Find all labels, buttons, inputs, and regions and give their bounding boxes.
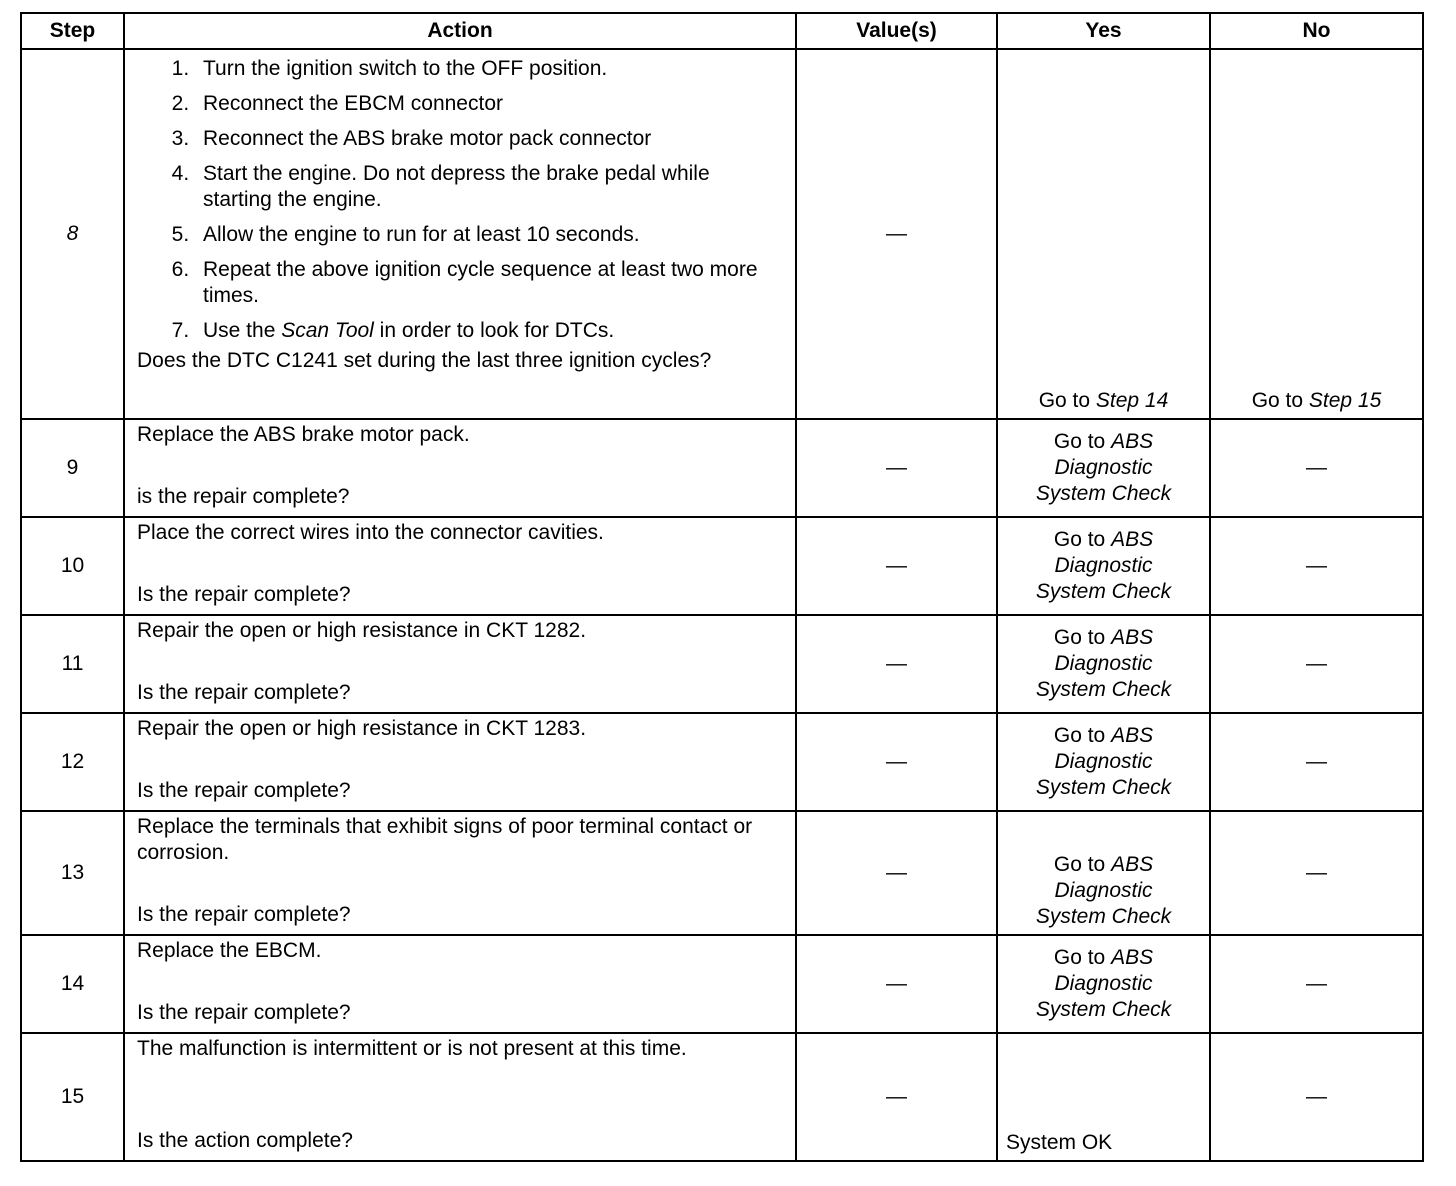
table-row: [21, 713, 1423, 811]
yes-cell: Go to ABS Diagnostic System Check: [997, 615, 1210, 713]
action-steps: [137, 56, 783, 344]
value-cell: —: [796, 517, 997, 615]
table-row: [21, 49, 1423, 419]
step-number: 13: [21, 811, 124, 935]
list-item: 7. Use the Scan Tool in order to look for DTCs.: [195, 318, 783, 344]
value-cell: —: [796, 49, 997, 419]
step-number: 9: [21, 419, 124, 517]
header-no: No: [1210, 13, 1423, 49]
table-row: [21, 935, 1423, 1033]
action-text: Repair the open or high resistance in CKT 1282.: [137, 619, 587, 642]
step-number: 12: [21, 713, 124, 811]
action-question: Is the repair complete?: [137, 903, 351, 926]
table-row: [21, 811, 1423, 935]
action-question: Is the action complete?: [137, 1129, 353, 1152]
yes-cell: Go to ABS Diagnostic System Check: [997, 713, 1210, 811]
no-cell: —: [1210, 811, 1423, 935]
yes-cell: Go to ABS Diagnostic System Check: [997, 935, 1210, 1033]
no-cell: —: [1210, 419, 1423, 517]
no-cell: —: [1210, 517, 1423, 615]
yes-cell: Go to ABS Diagnostic System Check: [997, 419, 1210, 517]
list-item: 6. Repeat the above ignition cycle sequence at least two more times.: [195, 257, 783, 309]
action-text: Repair the open or high resistance in CKT 1283.: [137, 717, 587, 740]
table-row: [21, 419, 1423, 517]
diagnostic-table: [20, 12, 1424, 1162]
no-cell: Go to Step 15: [1210, 49, 1423, 419]
action-cell: [124, 935, 796, 1033]
table-row: [21, 1033, 1423, 1161]
action-question: is the repair complete?: [137, 485, 350, 508]
step-number: 15: [21, 1033, 124, 1161]
action-question: Is the repair complete?: [137, 583, 351, 606]
table-row: [21, 517, 1423, 615]
value-cell: —: [796, 935, 997, 1033]
value-cell: —: [796, 713, 997, 811]
action-text: Place the correct wires into the connector cavities.: [137, 521, 604, 544]
header-values: Value(s): [796, 13, 997, 49]
step-number: 8: [21, 49, 124, 419]
yes-cell: Go to Step 14: [997, 49, 1210, 419]
list-item: 5. Allow the engine to run for at least 10 seconds.: [195, 222, 783, 248]
no-cell: —: [1210, 935, 1423, 1033]
yes-cell: Go to ABS Diagnostic System Check: [997, 517, 1210, 615]
action-text: Replace the ABS brake motor pack.: [137, 423, 470, 446]
list-item: 1. Turn the ignition switch to the OFF position.: [195, 56, 783, 82]
no-cell: —: [1210, 713, 1423, 811]
action-cell: [124, 49, 796, 419]
action-question: Is the repair complete?: [137, 1001, 351, 1024]
action-text: Replace the terminals that exhibit signs of poor terminal contact or corrosion.: [137, 815, 753, 864]
value-cell: —: [796, 1033, 997, 1161]
step-number: 11: [21, 615, 124, 713]
header-action: Action: [124, 13, 796, 49]
action-cell: [124, 517, 796, 615]
action-question: Is the repair complete?: [137, 779, 351, 802]
action-text: Replace the EBCM.: [137, 939, 322, 962]
step-number: 10: [21, 517, 124, 615]
table-row: [21, 615, 1423, 713]
action-cell: [124, 615, 796, 713]
list-item: 2. Reconnect the EBCM connector: [195, 91, 783, 117]
value-cell: —: [796, 811, 997, 935]
action-cell: [124, 419, 796, 517]
list-item: 3. Reconnect the ABS brake motor pack connector: [195, 126, 783, 152]
action-question: Does the DTC C1241 set during the last three ignition cycles?: [137, 349, 712, 372]
action-text: The malfunction is intermittent or is not present at this time.: [137, 1037, 687, 1060]
yes-cell: System OK: [997, 1033, 1210, 1161]
yes-cell: Go to ABS Diagnostic System Check: [997, 811, 1210, 935]
action-cell: [124, 1033, 796, 1161]
value-cell: —: [796, 615, 997, 713]
list-item: 4. Start the engine. Do not depress the brake pedal while starting the engine.: [195, 161, 783, 213]
value-cell: —: [796, 419, 997, 517]
header-step: Step: [21, 13, 124, 49]
action-cell: [124, 811, 796, 935]
action-cell: [124, 713, 796, 811]
step-number: 14: [21, 935, 124, 1033]
no-cell: —: [1210, 1033, 1423, 1161]
no-cell: —: [1210, 615, 1423, 713]
action-question: Is the repair complete?: [137, 681, 351, 704]
header-yes: Yes: [997, 13, 1210, 49]
header-row: [21, 13, 1423, 49]
